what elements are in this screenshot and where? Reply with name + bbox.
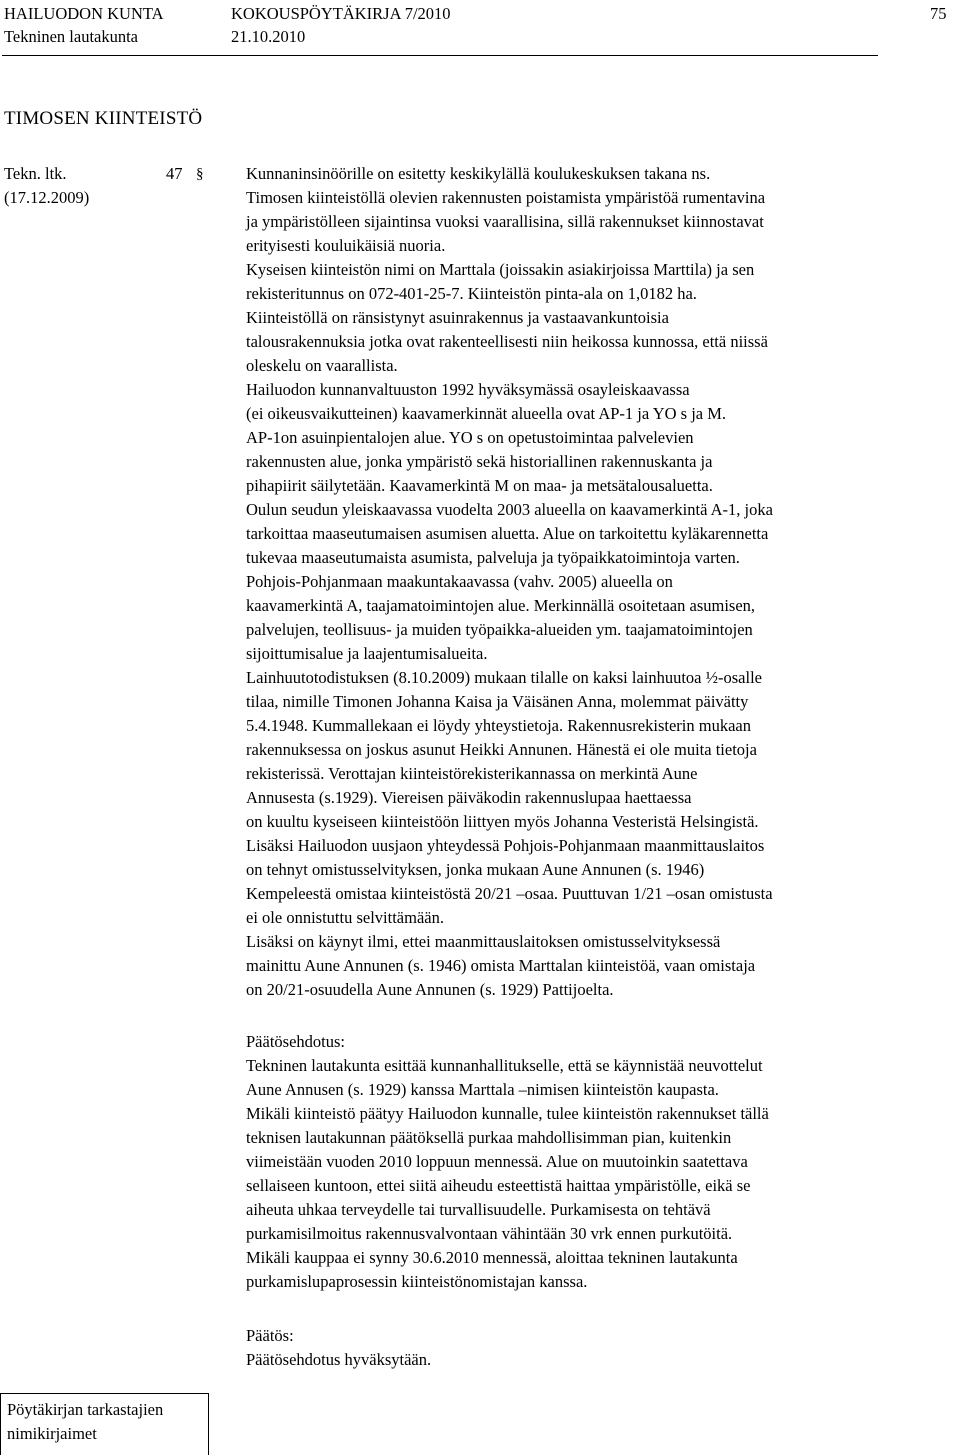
header-divider xyxy=(2,55,878,56)
body-line: on kuultu kyseiseen kiinteistöön liittyen myös Johanna Vesteristä Helsingistä. xyxy=(246,812,759,831)
body-text xyxy=(246,162,936,1002)
body-line: ei ole onnistuttu selvittämään. xyxy=(246,908,444,927)
body-line: tukevaa maaseutumaista asumista, palveluja ja työpaikkatoimintoja varten. xyxy=(246,548,740,567)
body-line: Kyseisen kiinteistön nimi on Marttala (joissakin asiakirjoissa Marttila) ja sen xyxy=(246,260,755,279)
signature-box-line2: nimikirjaimet xyxy=(7,1424,97,1443)
body-line: Lisäksi Hailuodon uusjaon yhteydessä Pohjois-Pohjanmaan maanmittauslaitos xyxy=(246,836,765,855)
sidebar-label-line1: Tekn. ltk. xyxy=(4,164,67,183)
proposal-line: Tekninen lautakunta esittää kunnanhallitukselle, että se käynnistää neuvottelut xyxy=(246,1056,763,1075)
signature-box-line1: Pöytäkirjan tarkastajien xyxy=(7,1400,164,1419)
body-line: talousrakennuksia jotka ovat rakenteellisesti niin heikossa kunnossa, että niissä xyxy=(246,332,768,351)
body-line: mainittu Aune Annunen (s. 1946) omista Marttalan kiinteistöä, vaan omistaja xyxy=(246,956,756,975)
proposal-line: Aune Annusen (s. 1929) kanssa Marttala –nimisen kiinteistön kaupasta. xyxy=(246,1080,719,1099)
body-line: Hailuodon kunnanvaltuuston 1992 hyväksymässä osayleiskaavassa xyxy=(246,380,690,399)
header-committee: Tekninen lautakunta xyxy=(4,27,139,46)
proposal-line: purkamislupaprosessin kiinteistönomistajan kanssa. xyxy=(246,1272,588,1291)
body-line: rekisteritunnus on 072-401-25-7. Kiinteistön pinta-ala on 1,0182 ha. xyxy=(246,284,697,303)
decision-section xyxy=(246,1324,936,1372)
body-line: Annusesta (s.1929). Viereisen päiväkodin rakennuslupaa haettaessa xyxy=(246,788,692,807)
body-line: rekisterissä. Verottajan kiinteistörekisterikannassa on merkintä Aune xyxy=(246,764,698,783)
header-page-number: 75 xyxy=(930,4,947,23)
body-line: kaavamerkintä A, taajamatoimintojen alue. Merkinnällä osoitetaan asumisen, xyxy=(246,596,756,615)
proposal-line: sellaiseen kuntoon, ettei siitä aiheudu esteettistä haittaa ympäristölle, eikä se xyxy=(246,1176,751,1195)
proposal-line: viimeistään vuoden 2010 loppuun mennessä. Alue on muutoinkin saatettava xyxy=(246,1152,748,1171)
body-line: Pohjois-Pohjanmaan maakuntakaavassa (vahv. 2005) alueella on xyxy=(246,572,673,591)
proposal-line: aiheuta uhkaa terveydelle tai turvallisuudelle. Purkamisesta on tehtävä xyxy=(246,1200,711,1219)
body-line: ja ympäristölleen sijaintinsa vuoksi vaarallisina, sillä rakennukset kiinnostavat xyxy=(246,212,764,231)
body-line: on 20/21-osuudella Aune Annunen (s. 1929) Pattijoelta. xyxy=(246,980,614,999)
body-line: rakennusten alue, jonka ympäristö sekä historiallinen rakennuskanta ja xyxy=(246,452,713,471)
body-line: oleskelu on vaarallista. xyxy=(246,356,398,375)
body-line: Kiinteistöllä on ränsistynyt asuinrakennus ja vastaavankuntoisia xyxy=(246,308,669,327)
body-line: AP-1on asuinpientalojen alue. YO s on opetustoimintaa palvelevien xyxy=(246,428,694,447)
body-line: sijoittumisalue ja laajentumisalueita. xyxy=(246,644,488,663)
body-line: pihapiirit säilytetään. Kaavamerkintä M on maa- ja metsätalousaluetta. xyxy=(246,476,713,495)
body-line: Kunnaninsinöörille on esitetty keskikylällä koulukeskuksen takana ns. xyxy=(246,164,711,183)
header-organization: HAILUODON KUNTA xyxy=(4,4,164,23)
header-document-type: KOKOUSPÖYTÄKIRJA 7/2010 xyxy=(231,4,451,23)
proposal-section xyxy=(246,1030,936,1294)
document-title: TIMOSEN KIINTEISTÖ xyxy=(4,108,203,129)
body-line: tarkoittaa maaseutumaisen asumisen aluetta. Alue on tarkoitettu kyläkarennetta xyxy=(246,524,769,543)
body-line: Lainhuutotodistuksen (8.10.2009) mukaan tilalle on kaksi lainhuutoa ½-osalle xyxy=(246,668,762,687)
body-line: tilaa, nimille Timonen Johanna Kaisa ja Väisänen Anna, molemmat päivätty xyxy=(246,692,749,711)
body-line: Timosen kiinteistöllä olevien rakennusten poistamista ympäristöä rumentavina xyxy=(246,188,766,207)
section-number: 47 xyxy=(166,164,183,183)
proposal-line: Mikäli kiinteistö päätyy Hailuodon kunnalle, tulee kiinteistön rakennukset tällä xyxy=(246,1104,769,1123)
header-date: 21.10.2010 xyxy=(231,27,306,46)
proposal-heading: Päätösehdotus: xyxy=(246,1032,345,1051)
body-line: on tehnyt omistusselvityksen, jonka mukaan Aune Annunen (s. 1946) xyxy=(246,860,705,879)
decision-heading: Päätös: xyxy=(246,1326,294,1345)
proposal-line: teknisen lautakunnan päätöksellä purkaa mahdollisimman pian, kuitenkin xyxy=(246,1128,732,1147)
body-line: Lisäksi on käynyt ilmi, ettei maanmittauslaitoksen omistusselvityksessä xyxy=(246,932,721,951)
body-line: (ei oikeusvaikutteinen) kaavamerkinnät alueella ovat AP-1 ja YO s ja M. xyxy=(246,404,727,423)
decision-text: Päätösehdotus hyväksytään. xyxy=(246,1350,432,1369)
body-line: Kempeleestä omistaa kiinteistöstä 20/21 –osaa. Puuttuvan 1/21 –osan omistusta xyxy=(246,884,773,903)
body-line: palvelujen, teollisuus- ja muiden työpaikka-alueiden ym. taajamatoimintojen xyxy=(246,620,753,639)
body-line: 5.4.1948. Kummallekaan ei löydy yhteystietoja. Rakennusrekisterin mukaan xyxy=(246,716,751,735)
body-line: erityisesti kouluikäisiä nuoria. xyxy=(246,236,446,255)
body-line: rakennuksessa on joskus asunut Heikki Annunen. Hänestä ei ole muita tietoja xyxy=(246,740,757,759)
section-symbol: § xyxy=(196,166,204,182)
proposal-line: Mikäli kauppaa ei synny 30.6.2010 mennessä, aloittaa tekninen lautakunta xyxy=(246,1248,738,1267)
proposal-line: purkamisilmoitus rakennusvalvontaan vähintään 30 vrk ennen purkutöitä. xyxy=(246,1224,733,1243)
sidebar-label-line2: (17.12.2009) xyxy=(4,188,90,207)
signature-box xyxy=(0,1393,209,1455)
body-line: Oulun seudun yleiskaavassa vuodelta 2003 alueella on kaavamerkintä A-1, joka xyxy=(246,500,773,519)
